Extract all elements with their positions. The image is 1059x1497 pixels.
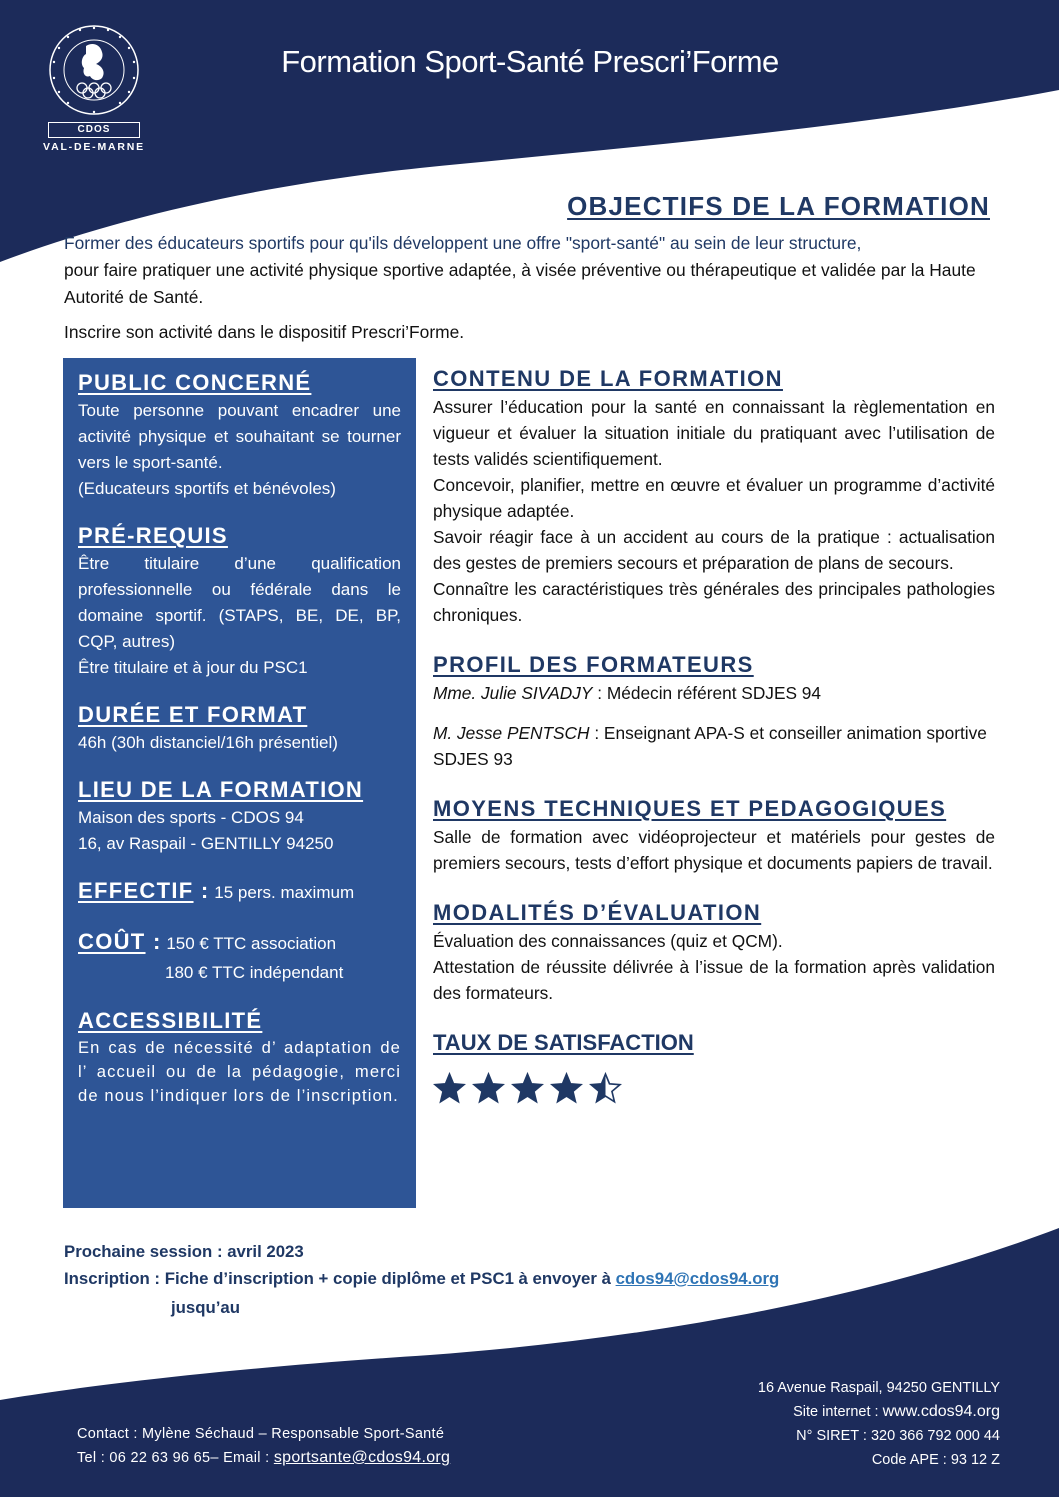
evaluation-section xyxy=(433,898,995,1006)
trainer-name: Mme. Julie SIVADJY xyxy=(433,683,593,703)
satisfaction-stars xyxy=(433,1072,995,1105)
duree-section xyxy=(78,700,401,756)
evaluation-line-2: Attestation de réussite délivrée à l’issue de la formation après validation des formateurs. xyxy=(433,957,995,1003)
accessibilite-heading: ACCESSIBILITÉ xyxy=(78,1008,263,1033)
next-session: Prochaine session : avril 2023 xyxy=(64,1242,304,1261)
trainer-entry xyxy=(433,680,995,706)
public-heading: PUBLIC CONCERNÉ xyxy=(78,370,312,395)
star-icon xyxy=(433,1072,466,1105)
cout-section xyxy=(78,927,401,987)
lieu-section xyxy=(78,775,401,857)
trainer-entry xyxy=(433,720,995,772)
star-icon xyxy=(472,1072,505,1105)
footer-contact-name: Contact : Mylène Séchaud – Responsable Sport-Santé xyxy=(77,1426,445,1442)
inscription-line xyxy=(64,1265,964,1292)
lieu-heading: LIEU DE LA FORMATION xyxy=(78,777,364,802)
public-text-2: (Educateurs sportifs et bénévoles) xyxy=(78,479,336,498)
star-icon xyxy=(511,1072,544,1105)
objectifs-paragraph-1: Former des éducateurs sportifs pour qu'ils développent une offre "sport-santé" au sein de leur structure, xyxy=(64,233,862,253)
satisfaction-section xyxy=(433,1028,995,1105)
cout-heading: COÛT xyxy=(78,929,146,954)
objectifs-heading: OBJECTIFS DE LA FORMATION xyxy=(567,191,990,221)
moyens-heading: MOYENS TECHNIQUES ET PEDAGOGIQUES xyxy=(433,796,947,821)
logo-badge: CDOS xyxy=(48,122,140,138)
cout-colon: : xyxy=(145,929,162,954)
public-text: Toute personne pouvant encadrer une activité physique et souhaitant se tourner vers le sport-santé. xyxy=(78,401,401,472)
effectif-section xyxy=(78,876,401,908)
footer-ape: Code APE : 93 12 Z xyxy=(871,1452,1000,1468)
inscription-text: Inscription : Fiche d’inscription + copie diplôme et PSC1 à envoyer à xyxy=(64,1269,616,1288)
evaluation-line-1: Évaluation des connaissances (quiz et QCM). xyxy=(433,931,783,951)
footer-site-link[interactable]: www.cdos94.org xyxy=(882,1403,1000,1420)
effectif-text: 15 pers. maximum xyxy=(214,883,355,902)
effectif-heading: EFFECTIF xyxy=(78,878,194,903)
trainer-name: M. Jesse PENTSCH xyxy=(433,723,590,743)
star-icon xyxy=(589,1072,622,1105)
lieu-line-2: 16, av Raspail - GENTILLY 94250 xyxy=(78,834,334,853)
prerequis-text-2: Être titulaire et à jour du PSC1 xyxy=(78,658,308,677)
footer-tel: Tel : 06 22 63 96 65– Email : xyxy=(77,1450,274,1466)
contenu-item: Connaître les caractéristiques très générales des principales pathologies chroniques. xyxy=(433,579,995,625)
inscription-deadline: jusqu’au xyxy=(171,1298,240,1317)
cout-line-1: 150 € TTC association xyxy=(166,934,337,953)
footer-site-line xyxy=(640,1400,1000,1424)
evaluation-heading: MODALITÉS D’ÉVALUATION xyxy=(433,900,762,925)
duree-text: 46h (30h distanciel/16h présentiel) xyxy=(78,733,338,752)
contenu-item: Assurer l’éducation pour la santé en connaissant la règlementation en vigueur et évaluer la situation initiale du pratiquant avec l’utilisation de tests validés scientifiquement. xyxy=(433,397,995,469)
document-title: Formation Sport-Santé Prescri’Forme xyxy=(281,44,779,79)
footer-site-label: Site internet : xyxy=(793,1404,883,1420)
logo-region: VAL-DE-MARNE xyxy=(43,141,145,153)
footer-contact-line xyxy=(77,1446,577,1470)
contenu-heading: CONTENU DE LA FORMATION xyxy=(433,366,783,391)
right-column xyxy=(433,364,995,1127)
session-info xyxy=(64,1238,964,1321)
effectif-colon: : xyxy=(193,878,210,903)
prerequis-section xyxy=(78,521,401,681)
olympic-committee-emblem-icon xyxy=(46,22,142,118)
objectifs-paragraph-3: Inscrire son activité dans le dispositif Prescri’Forme. xyxy=(64,322,465,342)
public-section xyxy=(78,368,401,502)
objectifs-text xyxy=(64,230,994,346)
prerequis-text: Être titulaire d’une qualification professionnelle ou fédérale dans le domaine sportif. (STAPS, BE, DE, BP, CQP, autres) xyxy=(78,554,401,651)
moyens-text: Salle de formation avec vidéoprojecteur et matériels pour gestes de premiers secours, tests d’effort physique et documents papiers de travail. xyxy=(433,827,995,873)
objectifs-paragraph-2: pour faire pratiquer une activité physique sportive adaptée, à visée préventive ou thérapeutique et validée par la Haute Autorité de Santé. xyxy=(64,260,976,307)
cdos-logo xyxy=(36,22,152,154)
trainer-role: : Enseignant APA-S et conseiller animation sportive SDJES 93 xyxy=(433,723,987,769)
accessibilite-text: En cas de nécessité d’ adaptation de l’ accueil ou de la pédagogie, merci de nous l’indiquer lors de l’inscription. xyxy=(78,1038,401,1105)
contenu-item: Savoir réagir face à un accident au cours de la pratique : actualisation des gestes de premiers secours et préparation de plans de secours. xyxy=(433,527,995,573)
moyens-section xyxy=(433,794,995,876)
accessibilite-section xyxy=(78,1006,401,1108)
footer-siret: N° SIRET : 320 366 792 000 44 xyxy=(796,1428,1000,1444)
duree-heading: DURÉE ET FORMAT xyxy=(78,702,308,727)
formateurs-section xyxy=(433,650,995,772)
footer-address: 16 Avenue Raspail, 94250 GENTILLY xyxy=(757,1380,1000,1396)
satisfaction-heading: TAUX DE SATISFACTION xyxy=(433,1030,694,1055)
contenu-item: Concevoir, planifier, mettre en œuvre et évaluer un programme d’activité physique adaptée. xyxy=(433,475,995,521)
footer-company-info xyxy=(640,1376,1000,1472)
contenu-section xyxy=(433,364,995,628)
lieu-line-1: Maison des sports - CDOS 94 xyxy=(78,808,304,827)
footer-email-link[interactable]: sportsante@cdos94.org xyxy=(273,1449,451,1466)
cout-line-2: 180 € TTC indépendant xyxy=(165,963,344,982)
footer-contact xyxy=(77,1423,577,1470)
prerequis-heading: PRÉ-REQUIS xyxy=(78,523,228,548)
inscription-email-link[interactable]: cdos94@cdos94.org xyxy=(615,1269,780,1288)
trainer-role: : Médecin référent SDJES 94 xyxy=(592,683,822,703)
info-panel xyxy=(63,358,416,1208)
formateurs-heading: PROFIL DES FORMATEURS xyxy=(433,652,754,677)
star-icon xyxy=(550,1072,583,1105)
